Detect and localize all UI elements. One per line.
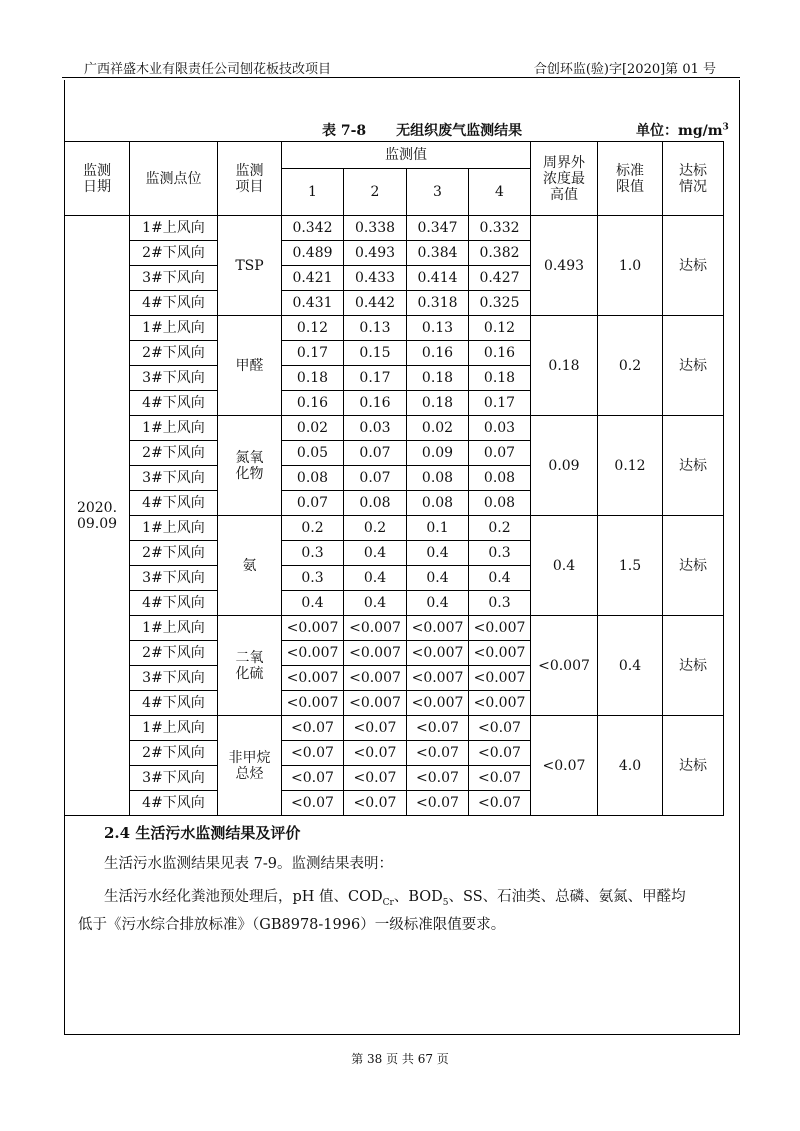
- measured-value: <0.07: [469, 741, 531, 766]
- measured-value: 0.4: [344, 566, 407, 591]
- measured-value: 0.3: [282, 566, 344, 591]
- page-footer: 第 38 页 共 67 页: [351, 1052, 449, 1066]
- max-concentration: <0.007: [531, 616, 598, 716]
- table-row: [65, 416, 724, 441]
- monitoring-point: 2#下风向: [130, 241, 218, 266]
- header-date: 监测 日期: [65, 142, 130, 216]
- measured-value: 0.2: [344, 516, 407, 541]
- monitoring-item: 甲醛: [218, 316, 282, 416]
- measured-value: <0.07: [469, 716, 531, 741]
- measured-value: 0.12: [282, 316, 344, 341]
- measured-value: 0.03: [469, 416, 531, 441]
- measured-value: <0.07: [407, 716, 469, 741]
- standard-limit: 1.5: [598, 516, 663, 616]
- measured-value: <0.07: [282, 716, 344, 741]
- measured-value: <0.07: [344, 791, 407, 816]
- measured-value: 0.12: [469, 316, 531, 341]
- measured-value: 0.08: [469, 466, 531, 491]
- monitoring-point: 4#下风向: [130, 491, 218, 516]
- measured-value: <0.007: [282, 641, 344, 666]
- compliance-status: 达标: [663, 316, 724, 416]
- standard-limit: 0.2: [598, 316, 663, 416]
- monitoring-point: 1#上风向: [130, 716, 218, 741]
- measured-value: 0.382: [469, 241, 531, 266]
- header-value-2: 2: [344, 169, 407, 216]
- monitoring-point: 2#下风向: [130, 741, 218, 766]
- header-values: 监测值: [282, 142, 531, 169]
- measured-value: 0.08: [282, 466, 344, 491]
- measured-value: 0.18: [282, 366, 344, 391]
- measured-value: 0.4: [344, 591, 407, 616]
- monitoring-point: 3#下风向: [130, 566, 218, 591]
- measured-value: 0.16: [282, 391, 344, 416]
- measured-value: 0.16: [469, 341, 531, 366]
- monitoring-point: 4#下风向: [130, 291, 218, 316]
- measured-value: 0.338: [344, 216, 407, 241]
- measured-value: <0.007: [344, 691, 407, 716]
- table-row: [65, 716, 724, 741]
- measured-value: 0.489: [282, 241, 344, 266]
- paragraph-result: 生活污水经化粪池预处理后，pH 值、$COD_{Cr}$、$BOD_5$、SS、石油类、总磷、氨氮、甲醛均: [104, 889, 686, 908]
- section-title: 2.4 生活污水监测结果及评价: [104, 824, 301, 842]
- measured-value: 0.3: [469, 541, 531, 566]
- measured-value: 0.13: [344, 316, 407, 341]
- compliance-status: 达标: [663, 716, 724, 816]
- measured-value: <0.07: [282, 741, 344, 766]
- measured-value: 0.325: [469, 291, 531, 316]
- monitoring-date: 2020. 09.09: [65, 216, 130, 816]
- measured-value: 0.318: [407, 291, 469, 316]
- max-concentration: 0.09: [531, 416, 598, 516]
- monitoring-point: 4#下风向: [130, 391, 218, 416]
- measured-value: 0.03: [344, 416, 407, 441]
- table-title: 表 7-8 无组织废气监测结果: [322, 123, 523, 139]
- measured-value: 0.18: [469, 366, 531, 391]
- paragraph-result-cont: 低于《污水综合排放标准》（GB8978-1996）一级标准限值要求。: [78, 917, 506, 933]
- measured-value: 0.15: [344, 341, 407, 366]
- monitoring-point: 1#上风向: [130, 616, 218, 641]
- header-value-4: 4: [469, 169, 531, 216]
- measured-value: 0.07: [282, 491, 344, 516]
- compliance-status: 达标: [663, 416, 724, 516]
- measured-value: <0.007: [282, 666, 344, 691]
- measured-value: 0.07: [469, 441, 531, 466]
- compliance-status: 达标: [663, 216, 724, 316]
- measured-value: 0.1: [407, 516, 469, 541]
- measured-value: 0.4: [282, 591, 344, 616]
- measured-value: 0.3: [469, 591, 531, 616]
- measured-value: <0.007: [344, 666, 407, 691]
- table-unit: 单位：$mg/m^3$: [636, 122, 729, 139]
- measured-value: 0.2: [282, 516, 344, 541]
- measured-value: <0.007: [469, 641, 531, 666]
- max-concentration: <0.07: [531, 716, 598, 816]
- measured-value: 0.4: [407, 541, 469, 566]
- max-concentration: 0.493: [531, 216, 598, 316]
- header-rule: [62, 77, 740, 78]
- standard-limit: 4.0: [598, 716, 663, 816]
- measured-value: <0.007: [282, 616, 344, 641]
- measured-value: 0.13: [407, 316, 469, 341]
- measured-value: 0.3: [282, 541, 344, 566]
- table-row: [65, 316, 724, 341]
- measured-value: 0.493: [344, 241, 407, 266]
- measured-value: 0.384: [407, 241, 469, 266]
- measured-value: <0.07: [344, 741, 407, 766]
- measured-value: <0.07: [282, 766, 344, 791]
- monitoring-item: 氨: [218, 516, 282, 616]
- measured-value: <0.07: [407, 766, 469, 791]
- header-value-3: 3: [407, 169, 469, 216]
- measured-value: 0.09: [407, 441, 469, 466]
- measured-value: 0.02: [282, 416, 344, 441]
- measured-value: 0.442: [344, 291, 407, 316]
- measured-value: 0.08: [344, 491, 407, 516]
- monitoring-point: 3#下风向: [130, 266, 218, 291]
- max-concentration: 0.4: [531, 516, 598, 616]
- measured-value: 0.4: [344, 541, 407, 566]
- header-item: 监测 项目: [218, 142, 282, 216]
- measured-value: <0.007: [407, 691, 469, 716]
- measured-value: 0.16: [407, 341, 469, 366]
- measured-value: 0.427: [469, 266, 531, 291]
- measured-value: <0.07: [469, 791, 531, 816]
- measured-value: 0.07: [344, 441, 407, 466]
- monitoring-results-table: [64, 141, 724, 816]
- measured-value: 0.421: [282, 266, 344, 291]
- measured-value: 0.05: [282, 441, 344, 466]
- measured-value: <0.007: [469, 616, 531, 641]
- header-status: 达标 情况: [663, 142, 724, 216]
- measured-value: 0.431: [282, 291, 344, 316]
- measured-value: 0.08: [407, 466, 469, 491]
- standard-limit: 1.0: [598, 216, 663, 316]
- measured-value: 0.347: [407, 216, 469, 241]
- monitoring-item: 氮氧 化物: [218, 416, 282, 516]
- monitoring-point: 4#下风向: [130, 791, 218, 816]
- measured-value: 0.414: [407, 266, 469, 291]
- measured-value: 0.4: [407, 566, 469, 591]
- monitoring-point: 1#上风向: [130, 516, 218, 541]
- monitoring-point: 4#下风向: [130, 691, 218, 716]
- measured-value: 0.16: [344, 391, 407, 416]
- table-row: [65, 216, 724, 241]
- measured-value: <0.007: [344, 641, 407, 666]
- page-header-right: 合创环监(验)字[2020]第 01 号: [533, 62, 716, 77]
- measured-value: <0.07: [407, 791, 469, 816]
- monitoring-point: 2#下风向: [130, 541, 218, 566]
- monitoring-point: 1#上风向: [130, 216, 218, 241]
- measured-value: <0.07: [344, 716, 407, 741]
- compliance-status: 达标: [663, 616, 724, 716]
- header-point: 监测点位: [130, 142, 218, 216]
- measured-value: <0.007: [407, 616, 469, 641]
- monitoring-point: 3#下风向: [130, 666, 218, 691]
- measured-value: <0.007: [469, 666, 531, 691]
- compliance-status: 达标: [663, 516, 724, 616]
- header-max: 周界外 浓度最 高值: [531, 142, 598, 216]
- measured-value: 0.02: [407, 416, 469, 441]
- measured-value: 0.07: [344, 466, 407, 491]
- monitoring-point: 2#下风向: [130, 641, 218, 666]
- measured-value: 0.332: [469, 216, 531, 241]
- measured-value: 0.18: [407, 391, 469, 416]
- measured-value: 0.4: [407, 591, 469, 616]
- measured-value: 0.17: [344, 366, 407, 391]
- measured-value: <0.007: [344, 616, 407, 641]
- paragraph-intro: 生活污水监测结果见表 7-9。监测结果表明：: [104, 856, 393, 872]
- monitoring-point: 3#下风向: [130, 466, 218, 491]
- standard-limit: 0.4: [598, 616, 663, 716]
- measured-value: 0.17: [469, 391, 531, 416]
- page-header-left: 广西祥盛木业有限责任公司刨花板技改项目: [84, 62, 332, 77]
- measured-value: 0.08: [469, 491, 531, 516]
- measured-value: 0.433: [344, 266, 407, 291]
- monitoring-point: 4#下风向: [130, 591, 218, 616]
- header-limit: 标准 限值: [598, 142, 663, 216]
- standard-limit: 0.12: [598, 416, 663, 516]
- monitoring-point: 2#下风向: [130, 341, 218, 366]
- measured-value: <0.007: [469, 691, 531, 716]
- measured-value: 0.342: [282, 216, 344, 241]
- table-row: [65, 516, 724, 541]
- measured-value: 0.17: [282, 341, 344, 366]
- monitoring-point: 1#上风向: [130, 416, 218, 441]
- monitoring-item: 非甲烷 总烃: [218, 716, 282, 816]
- measured-value: <0.07: [344, 766, 407, 791]
- measured-value: 0.2: [469, 516, 531, 541]
- measured-value: <0.07: [407, 741, 469, 766]
- measured-value: 0.08: [407, 491, 469, 516]
- measured-value: <0.07: [282, 791, 344, 816]
- monitoring-point: 1#上风向: [130, 316, 218, 341]
- measured-value: 0.18: [407, 366, 469, 391]
- table-caption: [62, 120, 742, 140]
- measured-value: <0.007: [407, 641, 469, 666]
- monitoring-item: 二氧 化硫: [218, 616, 282, 716]
- header-value-1: 1: [282, 169, 344, 216]
- monitoring-point: 3#下风向: [130, 766, 218, 791]
- monitoring-item: TSP: [218, 216, 282, 316]
- measured-value: 0.4: [469, 566, 531, 591]
- monitoring-point: 3#下风向: [130, 366, 218, 391]
- measured-value: <0.007: [282, 691, 344, 716]
- measured-value: <0.007: [407, 666, 469, 691]
- table-row: [65, 616, 724, 641]
- max-concentration: 0.18: [531, 316, 598, 416]
- measured-value: <0.07: [469, 766, 531, 791]
- monitoring-point: 2#下风向: [130, 441, 218, 466]
